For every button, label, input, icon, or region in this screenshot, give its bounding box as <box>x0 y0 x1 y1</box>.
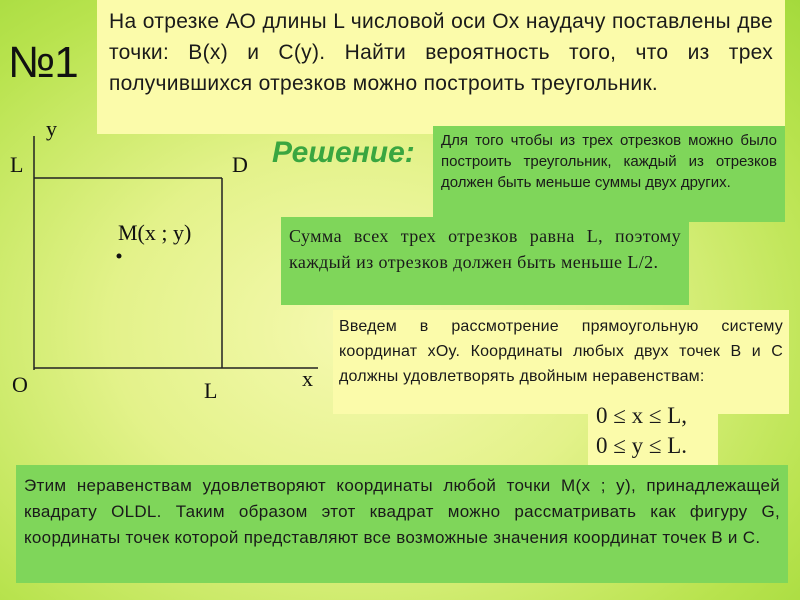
origin-label: O <box>12 372 28 397</box>
problem-number: №1 <box>8 38 78 87</box>
x-axis-label: x <box>302 366 313 391</box>
hint-segment-sum: Сумма всех трех отрезков равна L, поэтому каждый из отрезков должен быть меньше L/2. <box>281 217 689 305</box>
hint-triangle-condition: Для того чтобы из трех отрезков можно было построить треугольник, каждый из отрезков должен быть меньше суммы двух других. <box>433 126 785 222</box>
solution-title: Решение: <box>272 136 415 169</box>
point-m-dot <box>117 254 122 259</box>
coordinate-system-intro: Введем в рассмотрение прямоугольную систему координат xOy. Координаты любых двух точек B и C должны удовлетворять двойным неравенствам: <box>333 310 789 414</box>
d-label: D <box>232 152 248 177</box>
l-label-top: L <box>10 152 24 177</box>
inequality-y: 0 ≤ y ≤ L. <box>596 433 688 458</box>
problem-statement: На отрезке АО длины L числовой оси Ох наудачу поставлены две точки: B(x) и C(y). Найти вероятность того, что из трех получившихся отрезков можно построить треугольник. <box>97 0 785 134</box>
point-m-label: M(x ; y) <box>118 220 192 245</box>
y-axis-label: y <box>46 116 57 141</box>
conclusion-text: Этим неравенствам удовлетворяют координаты любой точки M(x ; y), принадлежащей квадрату OLDL. Таким образом этот квадрат можно рассматривать как фигуру G, координаты точек которой представляют все возможные значения координат точек B и C. <box>16 465 788 583</box>
inequality-x: 0 ≤ x ≤ L, <box>596 403 688 428</box>
l-label-bottom: L <box>204 378 218 403</box>
inequalities-box <box>588 397 718 465</box>
